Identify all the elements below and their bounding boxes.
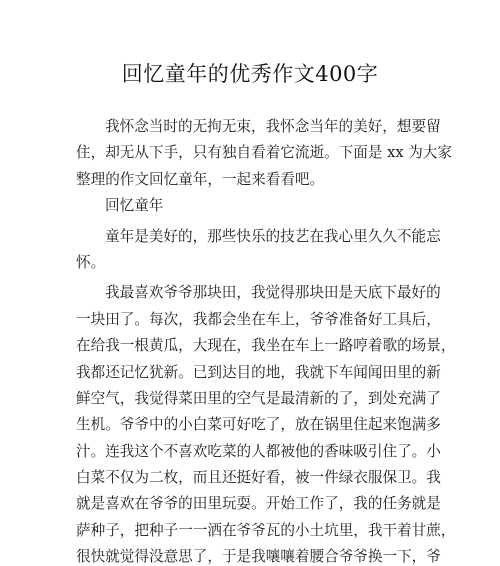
paragraph-line: 生机。爷爷中的小白菜可好吃了，放在锅里住起来饱满多 [76,416,441,434]
paragraph-line: 就是喜欢在爷爷的田里玩耍。开始工作了，我的任务就是 [76,495,441,513]
paragraph-line: 汁。连我这个不喜欢吃菜的人都被他的香味吸引住了。小 [76,442,441,460]
paragraph-line: 我都还记忆犹新。已到达目的地，我就下车闻闻田里的新 [76,363,441,381]
paragraph-line: 一块田了。每次，我都会坐在车上，爷爷准备好工具后， [76,310,441,328]
paragraph-line: 住，却无从下手，只有独自看着它流逝。下面是 xx 为大家 [76,144,452,162]
paragraph-line: 我最喜欢爷爷那块田，我觉得那块田是天底下最好的 [105,284,441,302]
paragraph-line: 我怀念当时的无拘无束，我怀念当年的美好，想要留 [105,118,441,135]
paragraph-line: 萨种子，把种子一一洒在爷爷瓦的小土坑里，我干着甘蔗， [76,521,456,539]
paragraph-line: 在给我一根黄瓜，大现在，我坐在车上一路哼着歌的场景， [76,337,456,355]
paragraph-line: 白菜不仅为二枚，而且还挺好看，被一件绿衣服保卫。我 [76,469,441,487]
paragraph-line: 很快就觉得没意思了，于是我嚷嚷着腰合爷爷换一下，爷 [76,548,441,566]
paragraph-line: 鲜空气，我觉得菜田里的空气是最清新的了，到处充满了 [76,389,441,407]
document-title: 回忆童年的优秀作文400字 [121,62,379,86]
paragraph-line: 整理的作文回忆童年，一起来看看吧。 [76,170,325,188]
document-body [76,114,456,566]
paragraph-line: 怀。 [76,253,106,271]
paragraph-line: 童年是美好的，那些快乐的技艺在我心里久久不能忘 [105,227,441,245]
section-heading: 回忆童年 [105,197,164,215]
